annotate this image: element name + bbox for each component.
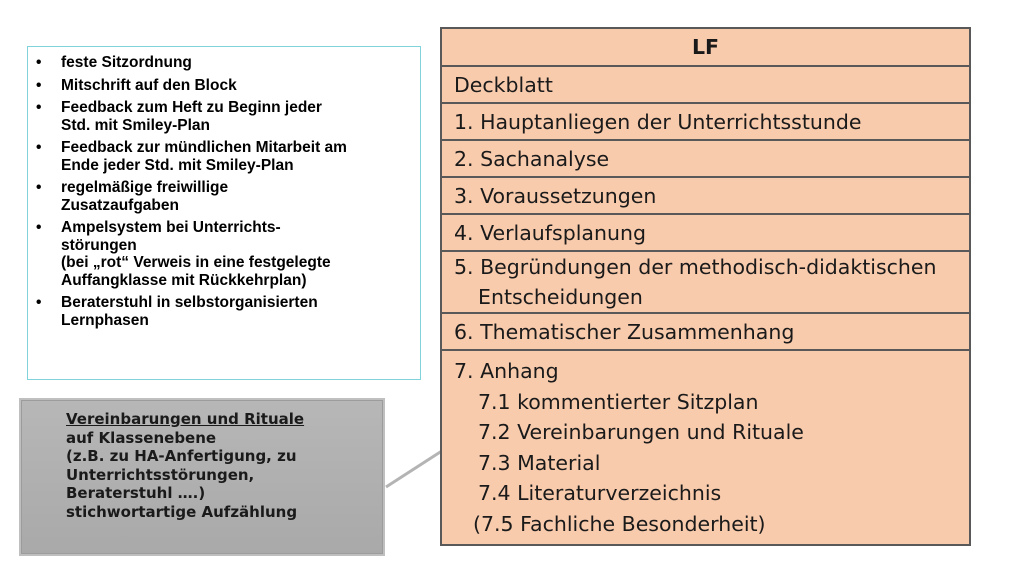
callout-line: stichwortartige Aufzählung: [66, 502, 298, 521]
bullet-icon: •: [36, 99, 42, 116]
bullet-text: Mitschrift auf den Block: [61, 76, 237, 94]
bullet-icon: •: [36, 294, 42, 311]
table-row: [441, 350, 970, 545]
bullet-icon: •: [36, 54, 42, 71]
table-cell-sachanalyse: 2. Sachanalyse: [441, 140, 970, 177]
bullet-icon: •: [36, 219, 42, 236]
anhang-item: 7.4 Literaturverzeichnis: [478, 481, 722, 505]
bullet-text: Ampelsystem bei Unterrichts-: [61, 219, 281, 236]
anhang-item: 7.2 Vereinbarungen und Rituale: [478, 420, 804, 444]
bullet-text: Beraterstuhl in selbstorganisierten: [61, 294, 318, 311]
bullet-text: Ende jeder Std. mit Smiley-Plan: [61, 156, 294, 174]
table-row: [441, 313, 970, 350]
table-row: [441, 103, 970, 140]
bullet-text: Feedback zum Heft zu Beginn jeder: [61, 99, 322, 116]
bullet-text: feste Sitzordnung: [61, 54, 192, 71]
bullet-text: störungen: [61, 236, 137, 254]
bullet-text: (bei „rot“ Verweis in eine festgelegte: [61, 254, 331, 271]
table-row: [441, 214, 970, 251]
table-cell-begruendungen: [441, 251, 970, 313]
table-row: [441, 177, 970, 214]
bullet-icon: •: [36, 179, 42, 196]
table-cell-anhang: [441, 350, 970, 545]
bullet-text: regelmäßige freiwillige: [61, 179, 229, 196]
callout-line: Beraterstuhl ….): [66, 484, 206, 502]
bullet-text: Feedback zur mündlichen Mitarbeit am: [61, 139, 347, 156]
table-cell-hauptanliegen: 1. Hauptanliegen der Unterrichtsstunde: [441, 103, 970, 140]
begruendungen-line-1: 5. Begründungen der methodisch-didaktischen: [454, 255, 937, 279]
lf-structure-table: [440, 27, 971, 546]
callout-line: (z.B. zu HA-Anfertigung, zu: [66, 447, 297, 465]
callout-box: [19, 398, 385, 556]
connector-segment: [386, 447, 448, 487]
bullet-icon: •: [36, 76, 42, 94]
table-cell-verlaufsplanung: 4. Verlaufsplanung: [441, 214, 970, 251]
callout-line: auf Klassenebene: [66, 428, 217, 447]
table-row: [441, 66, 970, 103]
callout-line: Unterrichtsstörungen,: [66, 465, 255, 484]
table-row: [441, 140, 970, 177]
table-row: [441, 251, 970, 313]
table-cell-thematischer-zusammenhang: 6. Thematischer Zusammenhang: [441, 313, 970, 350]
table-header-cell: LF: [441, 28, 970, 66]
begruendungen-line-2: Entscheidungen: [478, 285, 643, 309]
callout-title: Vereinbarungen und Rituale: [66, 410, 305, 428]
anhang-item: 7.1 kommentierter Sitzplan: [478, 389, 759, 414]
anhang-title: 7. Anhang: [454, 359, 559, 383]
bullet-text: Std. mit Smiley-Plan: [61, 116, 211, 134]
table-cell-deckblatt: Deckblatt: [441, 66, 970, 103]
table-cell-voraussetzungen: 3. Voraussetzungen: [441, 177, 970, 214]
anhang-item: 7.3 Material: [478, 450, 601, 475]
bullet-text: Lernphasen: [61, 311, 149, 329]
anhang-extra: (7.5 Fachliche Besonderheit): [473, 511, 766, 536]
bullet-text: Auffangklasse mit Rückkehrplan): [61, 271, 307, 289]
table-header-row: [441, 28, 970, 66]
bullet-icon: •: [36, 139, 42, 156]
bullet-text: Zusatzaufgaben: [61, 196, 179, 214]
